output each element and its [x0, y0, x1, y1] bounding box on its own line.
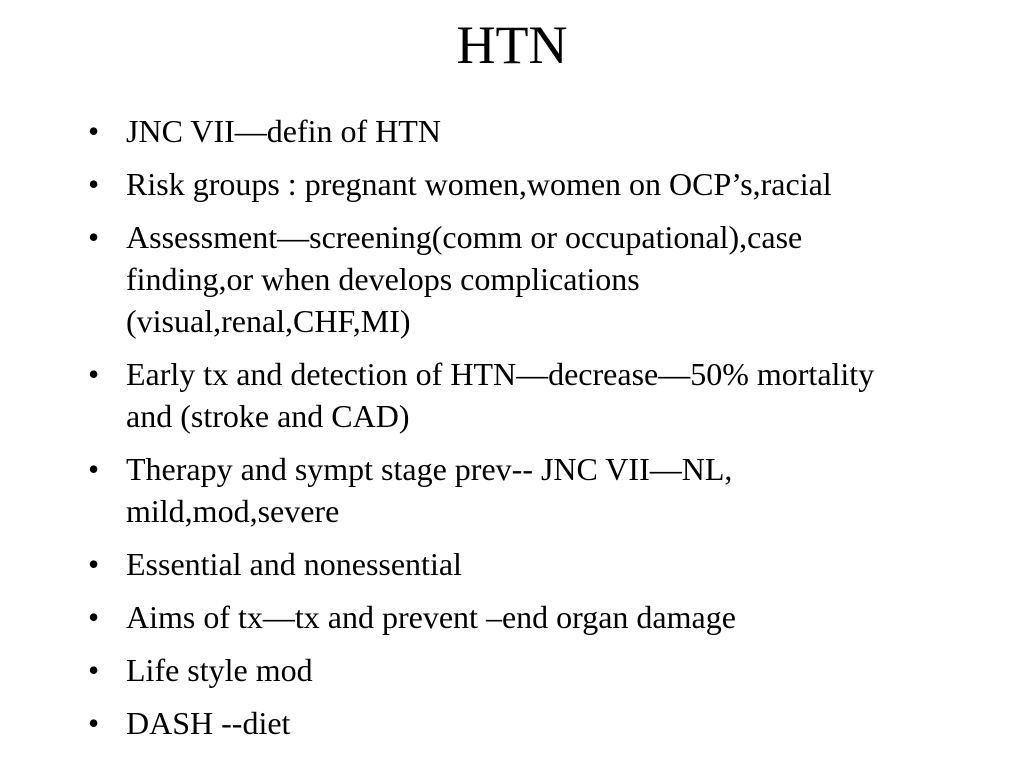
slide-title: HTN	[456, 15, 568, 75]
bullet-item-therapy	[88, 448, 918, 532]
bullet-item-risk-groups	[88, 163, 918, 205]
bullet-dot-icon: •	[88, 652, 100, 688]
bullet-text: Assessment—screening(comm or occupational),case finding,or when develops complications (visual,renal,CHF,MI)	[126, 219, 803, 339]
bullet-dot-icon: •	[88, 113, 100, 149]
bullet-text: Life style mod	[126, 652, 313, 688]
bullet-dot-icon: •	[88, 705, 100, 741]
bullet-dot-icon: •	[88, 356, 100, 392]
bullet-text: JNC VII—defin of HTN	[126, 113, 441, 149]
bullet-dot-icon: •	[88, 546, 100, 582]
bullet-item-essential	[88, 543, 918, 585]
bullet-item-assessment	[88, 216, 918, 342]
bullet-text: Risk groups : pregnant women,women on OCP’s,racial	[126, 166, 832, 202]
bullet-dot-icon: •	[88, 599, 100, 635]
bullet-text: Therapy and sympt stage prev-- JNC VII—NL, mild,mod,severe	[126, 451, 733, 529]
bullet-item-early-tx	[88, 353, 918, 437]
bullet-text: Essential and nonessential	[126, 546, 462, 582]
bullet-dot-icon: •	[88, 219, 100, 255]
bullet-item-lifestyle	[88, 649, 918, 691]
bullet-item-jnc-defin	[88, 110, 918, 152]
bullet-item-dash	[88, 702, 918, 744]
bullet-item-aims	[88, 596, 918, 638]
bullet-text: DASH --diet	[126, 705, 291, 741]
bullet-dot-icon: •	[88, 451, 100, 487]
bullet-dot-icon: •	[88, 166, 100, 202]
bullet-text: Aims of tx—tx and prevent –end organ damage	[126, 599, 736, 635]
bullet-text: Early tx and detection of HTN—decrease—50% mortality and (stroke and CAD)	[126, 356, 875, 434]
bullet-list	[88, 110, 918, 755]
